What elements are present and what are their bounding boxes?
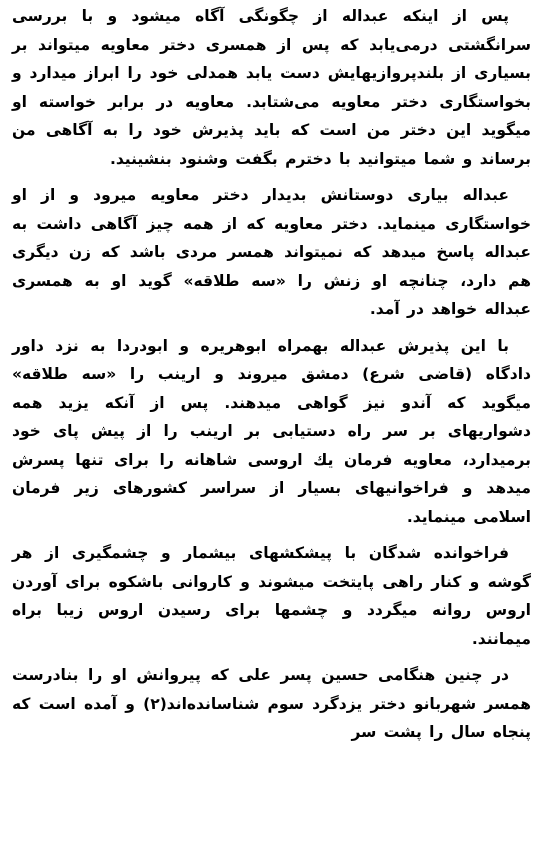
paragraph-2: عبداله بیاری دوستانش بدیدار دختر معاویه میرود و از او خواستگاری مینماید. دختر معاویه که از همه چیز آگاهی داشت به عبداله پاسخ میدهد که نمیتواند همسر مردی باشد که زن دیگری هم دارد، چنانچه او زنش را «سه طلاقه» گوید او به همسری عبداله خواهد در آمد.	[12, 186, 531, 318]
paragraph-1: پس از اینکه عبداله از چگونگی آگاه میشود و با بررسی سرانگشتی درمی‌یابد که پس از همسری دختر معاویه میتواند بر بسیاری از بلندپروازیهایش دست یابد همدلی خود را ابراز میدارد و بخواستگاری دختر معاویه می‌شتابد. معاویه در برابر خواسته او میگوید این دختر من است که باید پذیرش خود را به آگاهی من برساند و شما میتوانید با دخترم بگفت وشنود بنشینید.	[12, 7, 531, 168]
paragraph-3: با این پذیرش عبداله بهمراه ابوهریره و ابودردا به نزد داور دادگاه (قاضی شرع) دمشق میروند و ارینب را «سه طلاقه» میگوید که آندو نیز گواهی میدهند. پس از آنکه یزید همه دشواریهای بر سر راه دستیابی بر ارینب را از پیش پای خود برمیدارد، معاویه فرمان یك اروسی شاهانه را برای تنها پسرش میدهد و فراخوانیهای بسیار از سراسر کشورهای زیر فرمان اسلامی مینماید.	[12, 336, 531, 526]
document-body	[12, 2, 531, 747]
paragraph-4: فراخوانده شدگان با پیشکشهای بیشمار و چشمگیری از هر گوشه و کنار راهی پایتخت میشوند و کاروانی باشکوه برای آوردن اروس روانه میگردد و چشمها برای رسیدن اروس زیبا براه میمانند.	[12, 544, 531, 648]
paragraph-5: در چنین هنگامی حسین پسر علی که پیروانش او را بنادرست همسر شهربانو دختر یزدگرد سوم شناسانده‌اند(۲) و آمده است که پنجاه سال را پشت سر	[12, 666, 531, 741]
